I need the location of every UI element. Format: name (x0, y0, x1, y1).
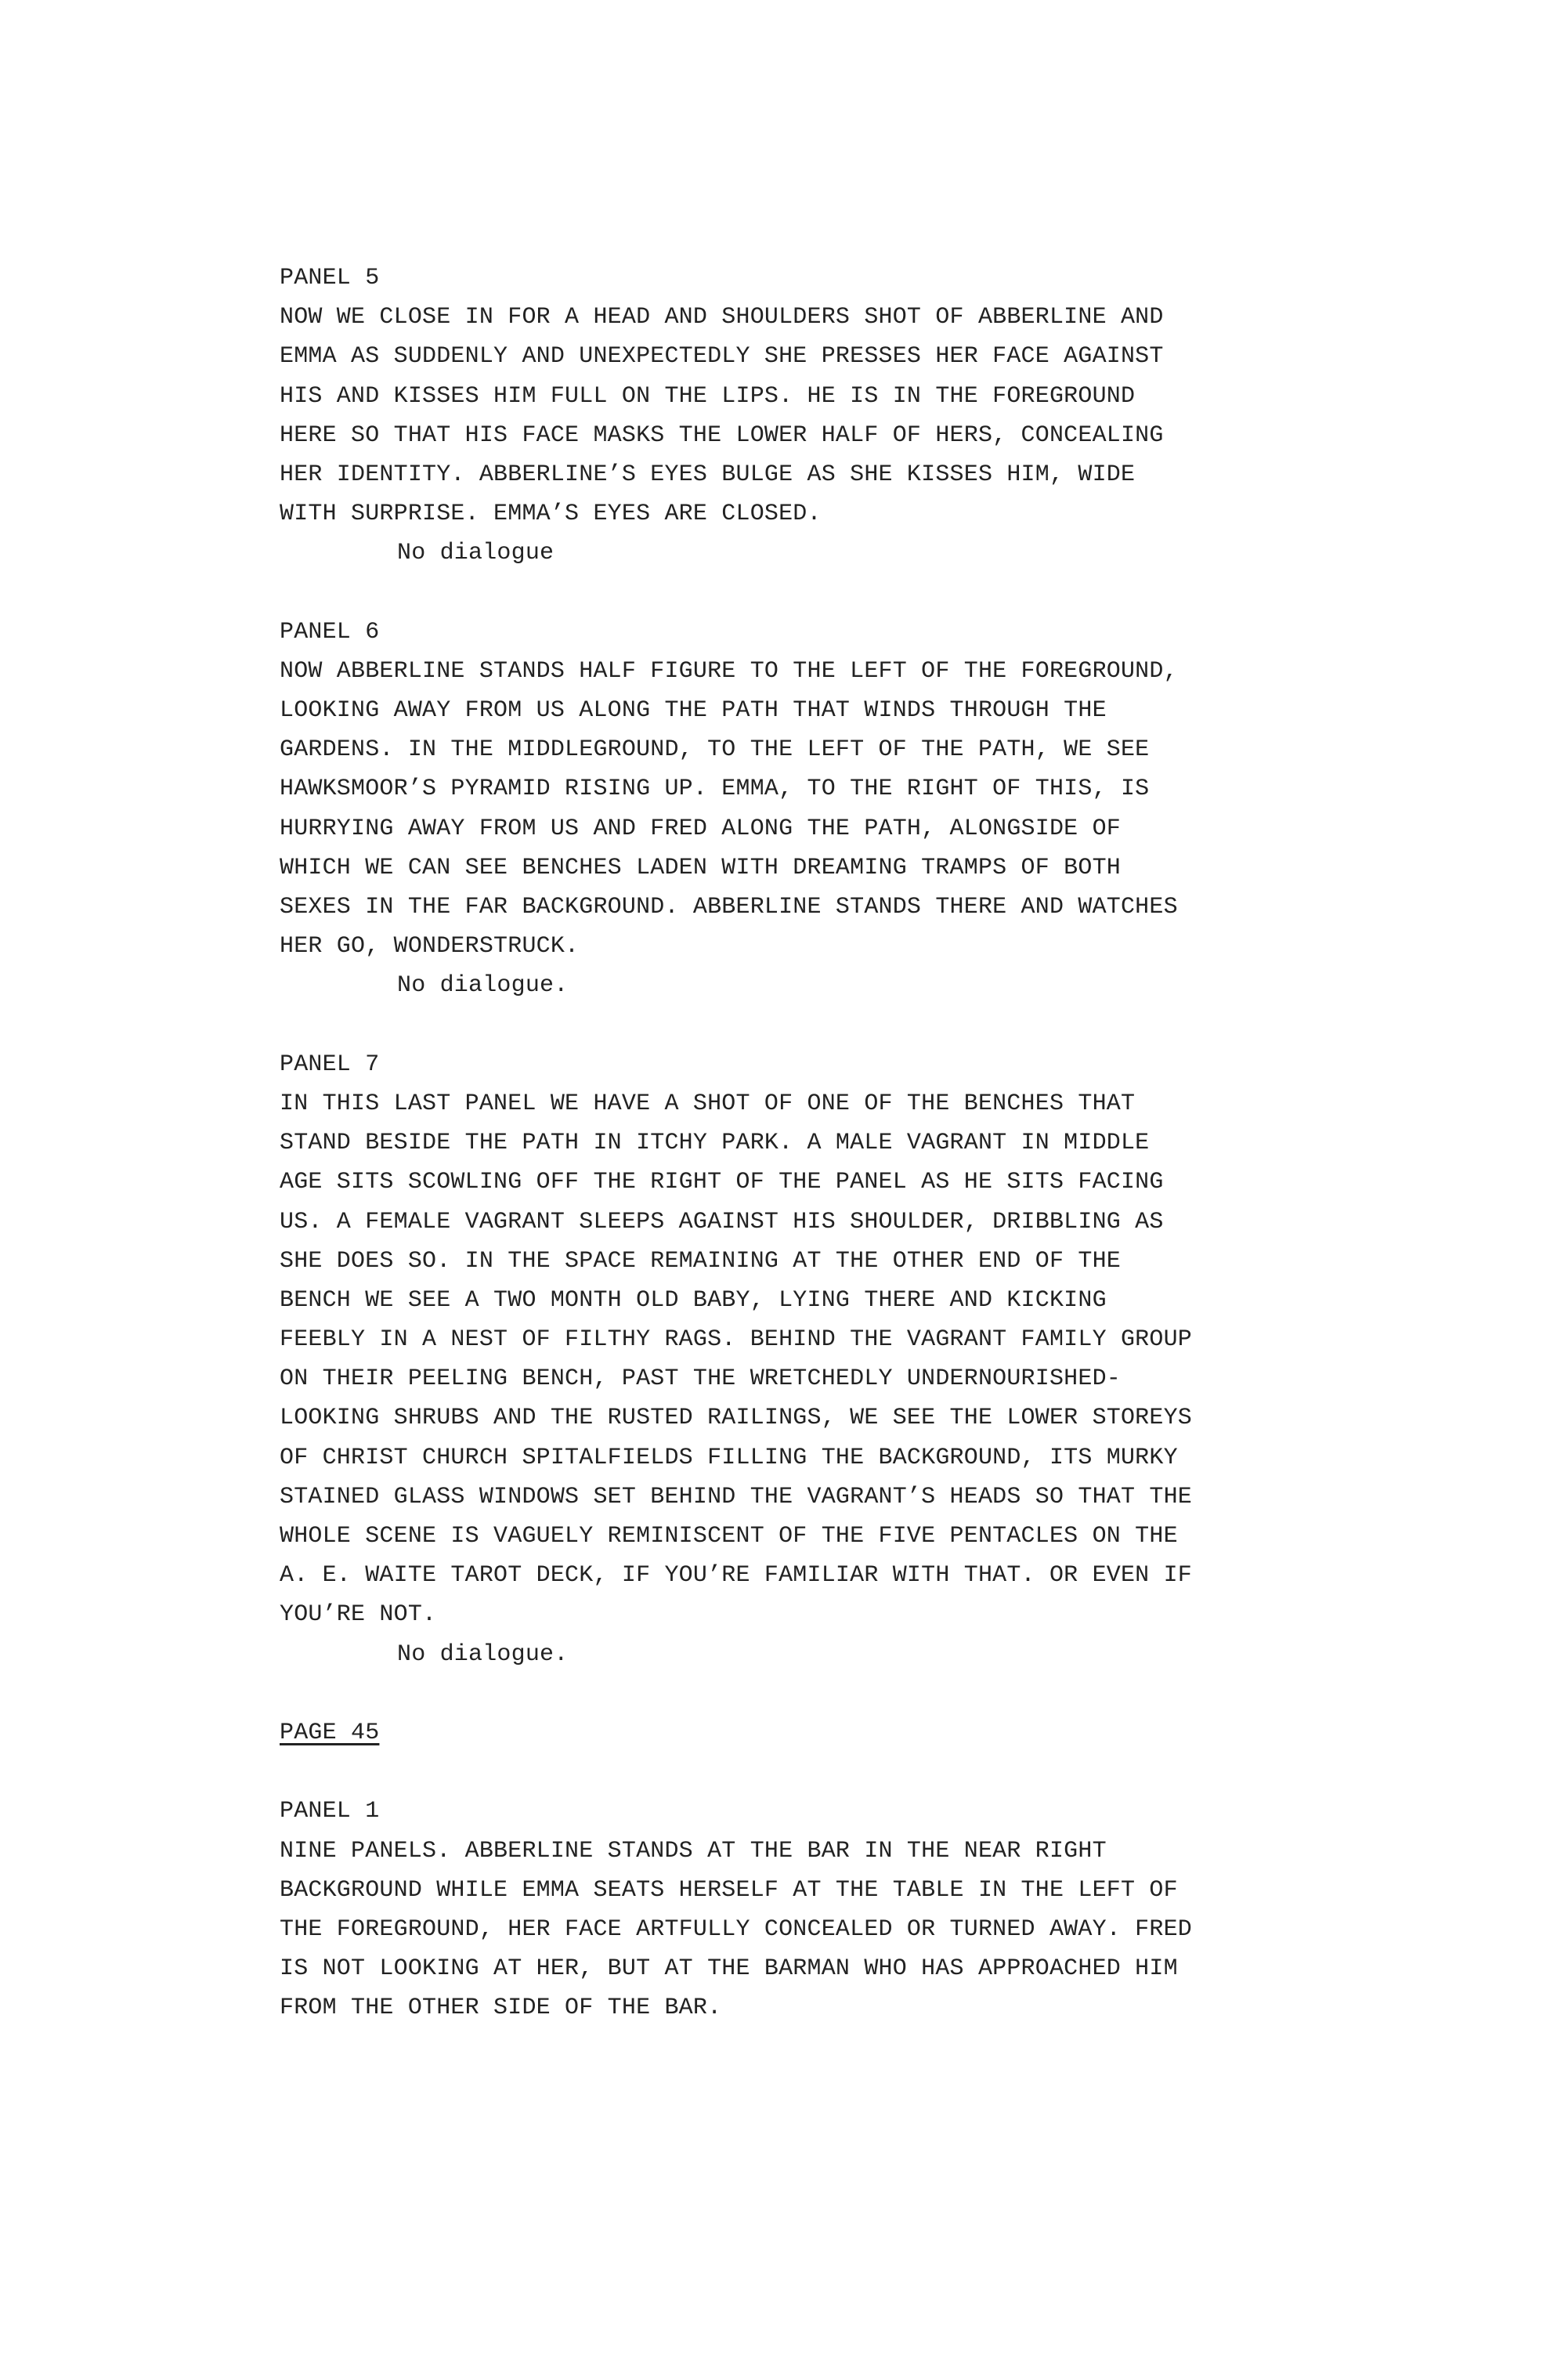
panel-description-line: A. E. WAITE TAROT DECK, IF YOU’RE FAMILIAR WITH THAT. OR EVEN IF (280, 1562, 1192, 1590)
panel-description-line: SEXES IN THE FAR BACKGROUND. ABBERLINE STANDS THERE AND WATCHES (280, 894, 1178, 921)
panel-description-line: HURRYING AWAY FROM US AND FRED ALONG THE PATH, ALONGSIDE OF (280, 815, 1121, 842)
spacer (280, 1006, 1321, 1045)
spacer (280, 573, 1321, 613)
dialogue-note: No dialogue. (397, 1640, 569, 1668)
panel-description-line: WHICH WE CAN SEE BENCHES LADEN WITH DREAMING TRAMPS OF BOTH (280, 854, 1121, 881)
panel-heading: PANEL 1 (280, 1798, 380, 1825)
panel-description-line: STAINED GLASS WINDOWS SET BEHIND THE VAGRANT’S HEADS SO THAT THE (280, 1483, 1192, 1510)
panel-description-line: HIS AND KISSES HIM FULL ON THE LIPS. HE IS IN THE FOREGROUND (280, 382, 1136, 410)
panel-description-line: SHE DOES SO. IN THE SPACE REMAINING AT THE OTHER END OF THE (280, 1247, 1121, 1275)
dialogue-note: No dialogue. (397, 972, 569, 1000)
panel-description-line: STAND BESIDE THE PATH IN ITCHY PARK. A MALE VAGRANT IN MIDDLE (280, 1130, 1150, 1157)
page-heading-line (280, 1713, 1321, 1752)
panel-description-line: LOOKING SHRUBS AND THE RUSTED RAILINGS, WE SEE THE LOWER STOREYS (280, 1405, 1192, 1432)
panel-description-line: NOW ABBERLINE STANDS HALF FIGURE TO THE LEFT OF THE FOREGROUND, (280, 657, 1178, 685)
panel-description-line: HER IDENTITY. ABBERLINE’S EYES BULGE AS SHE KISSES HIM, WIDE (280, 461, 1136, 488)
dialogue-note: No dialogue (397, 540, 555, 567)
page-heading: PAGE 45 (280, 1719, 380, 1746)
panel-description-line: HERE SO THAT HIS FACE MASKS THE LOWER HALF OF HERS, CONCEALING (280, 421, 1164, 449)
spacer (280, 1674, 1321, 1713)
spacer (280, 1752, 1321, 1792)
panel-heading: PANEL 6 (280, 618, 380, 646)
panel-heading: PANEL 5 (280, 265, 380, 291)
panel-description-line: FEEBLY IN A NEST OF FILTHY RAGS. BEHIND THE VAGRANT FAMILY GROUP (280, 1326, 1192, 1354)
panel-description-line: WITH SURPRISE. EMMA’S EYES ARE CLOSED. (280, 501, 822, 528)
panel-description-line: FROM THE OTHER SIDE OF THE BAR. (280, 1995, 722, 2022)
panel-description-line: IN THIS LAST PANEL WE HAVE A SHOT OF ONE OF THE BENCHES THAT (280, 1090, 1136, 1117)
panel-description-line: IS NOT LOOKING AT HER, BUT AT THE BARMAN WHO HAS APPROACHED HIM (280, 1955, 1178, 1983)
panel-description-line: GARDENS. IN THE MIDDLEGROUND, TO THE LEFT OF THE PATH, WE SEE (280, 736, 1150, 764)
panel-description-line: LOOKING AWAY FROM US ALONG THE PATH THAT WINDS THROUGH THE (280, 697, 1107, 725)
panel-description-line: BACKGROUND WHILE EMMA SEATS HERSELF AT THE TABLE IN THE LEFT OF (280, 1876, 1178, 1904)
script-body (280, 259, 1321, 2027)
panel-description-line: YOU’RE NOT. (280, 1601, 437, 1629)
panel-description-line: WHOLE SCENE IS VAGUELY REMINISCENT OF THE FIVE PENTACLES ON THE (280, 1523, 1178, 1550)
panel-heading: PANEL 7 (280, 1051, 380, 1078)
panel-description-line: HAWKSMOOR’S PYRAMID RISING UP. EMMA, TO THE RIGHT OF THIS, IS (280, 776, 1150, 803)
panel-description-line: THE FOREGROUND, HER FACE ARTFULLY CONCEALED OR TURNED AWAY. FRED (280, 1915, 1192, 1943)
panel-description-line: AGE SITS SCOWLING OFF THE RIGHT OF THE PANEL AS HE SITS FACING (280, 1169, 1164, 1196)
panel-description-line: OF CHRIST CHURCH SPITALFIELDS FILLING THE BACKGROUND, ITS MURKY (280, 1444, 1178, 1471)
panel-description-line: NOW WE CLOSE IN FOR A HEAD AND SHOULDERS SHOT OF ABBERLINE AND (280, 304, 1164, 331)
panel-description-line: NINE PANELS. ABBERLINE STANDS AT THE BAR IN THE NEAR RIGHT (280, 1837, 1107, 1865)
panel-description-line: EMMA AS SUDDENLY AND UNEXPECTEDLY SHE PRESSES HER FACE AGAINST (280, 343, 1164, 371)
panel-description-line: US. A FEMALE VAGRANT SLEEPS AGAINST HIS SHOULDER, DRIBBLING AS (280, 1208, 1164, 1235)
panel-description-line: HER GO, WONDERSTRUCK. (280, 933, 580, 960)
panel-description-line: ON THEIR PEELING BENCH, PAST THE WRETCHEDLY UNDERNOURISHED- (280, 1365, 1121, 1393)
panel-description-line: BENCH WE SEE A TWO MONTH OLD BABY, LYING THERE AND KICKING (280, 1286, 1107, 1314)
